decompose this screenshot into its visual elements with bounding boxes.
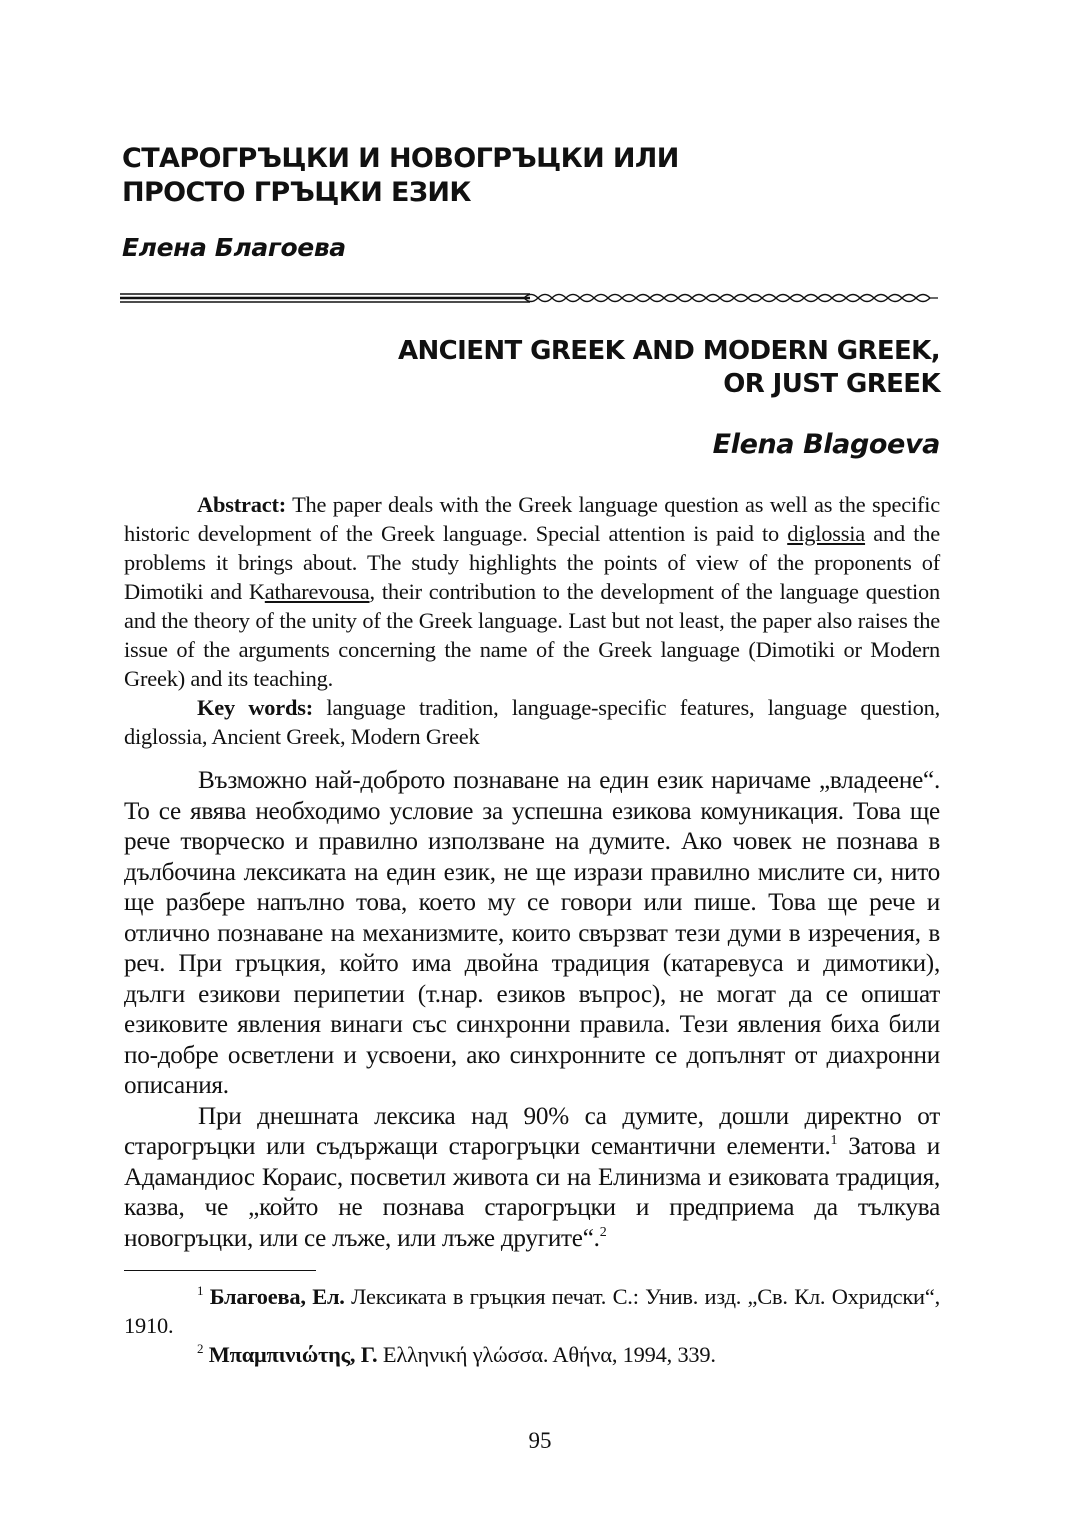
keywords-text: language tradition, language-specific features, language question, diglossia, Ancient Greek, Modern Greek [124,695,940,749]
page-number: 95 [528,1428,552,1453]
footnotes-section [124,1282,940,1369]
author-bulgarian: Елена Благоева [122,233,346,262]
footnote-1 [124,1282,940,1340]
abstract-underlined-term-2: atharevousa [264,579,370,604]
decorative-divider-ornament [120,285,940,309]
footnote-1-number: 1 [197,1283,204,1298]
abstract-text-2: and the problems it brings about. The study highlights the points of view of the proponents of Dimotiki and K [124,521,940,604]
footnote-1-author: Благоева, Ел. [209,1284,345,1309]
body-paragraph-2-part-a: При днешната лексика над 90% са думите, дошли директно от старогръцки или съдържащи старогръцки семантични елементи. [124,1102,940,1160]
title-bulgarian-line-2: ПРОСТО ГРЪЦКИ ЕЗИК [122,177,471,208]
body-text [124,766,940,1254]
footnote-2-author: Μπαμπινιώτης, Γ. [208,1342,378,1367]
body-paragraph-1: Възможно най-доброто познаване на един език наричаме „владеене“. То се явява необходимо условие за успешна езикова комуникация. Това ще рече творческо и правилно използване на думите. Ако човек не познава в дълбочина лексиката на един език, не ще изрази правилно мислите си, нито ще разбере напълно това, което му се говори или пише. Това ще рече и отлично познаване на механизмите, които свързват тези думи в изречения, в реч. При гръцкия, който има двойна традиция (катаревуса и димотики), дълги езикови перипетии (т.нар. езиков въпрос), не могат да се опишат езиковите явления винаги със синхронни правила. Тези явления биха били по-добре осветлени и усвоени, ако синхронните се допълнят от диахронни описания. [124,767,940,1099]
footnote-2 [124,1340,940,1369]
footnote-2-text: Ελληνική γλώσσα. Αθήνα, 1994, 339. [377,1342,716,1367]
footnote-ref-2[interactable]: 2 [599,1224,607,1240]
title-english-line-1: ANCIENT GREEK AND MODERN GREEK, [398,336,940,366]
keywords-paragraph [124,693,940,751]
abstract-text-1: The paper deals with the Greek language question as well as the specific historic development of the Greek language. Special attention is paid to [124,492,940,546]
footnote-1-text: Лексиката в гръцкия печат. С.: Унив. изд. „Св. Кл. Охридски“, 1910. [124,1284,940,1338]
title-english-line-2: OR JUST GREEK [723,369,940,399]
keywords-label: Key words: [197,695,314,720]
footnote-ref-1[interactable]: 1 [830,1133,838,1148]
footnote-separator [124,1270,316,1271]
abstract-text-3: , their contribution to the development of the language question and the theory of the unity of the Greek language. Last but not least, the paper also raises the issue of the arguments concerning the name of the Greek language (Dimotiki or Modern Greek) and its teaching. [124,579,940,691]
title-bulgarian-line-1: СТАРОГРЪЦКИ И НОВОГРЪЦКИ ИЛИ [122,143,679,174]
body-paragraph-2 [124,1102,940,1255]
abstract-section [124,490,940,751]
author-english: Elena Blagoeva [712,429,940,460]
body-paragraph-2-part-b: Затова и Адамандиос Кораис, посветил живота си на Елинизма и езиковата традиция, казва, че „който не познава старогръцки и предприема да тълкува новогръцки, или се лъже, или лъже другите“. [124,1133,940,1252]
footnote-2-number: 2 [197,1341,204,1356]
abstract-label: Abstract: [197,492,286,517]
title-english [240,335,940,401]
abstract-underlined-term-1: diglossia [787,521,866,546]
title-bulgarian [122,142,822,210]
abstract-paragraph [124,490,940,693]
